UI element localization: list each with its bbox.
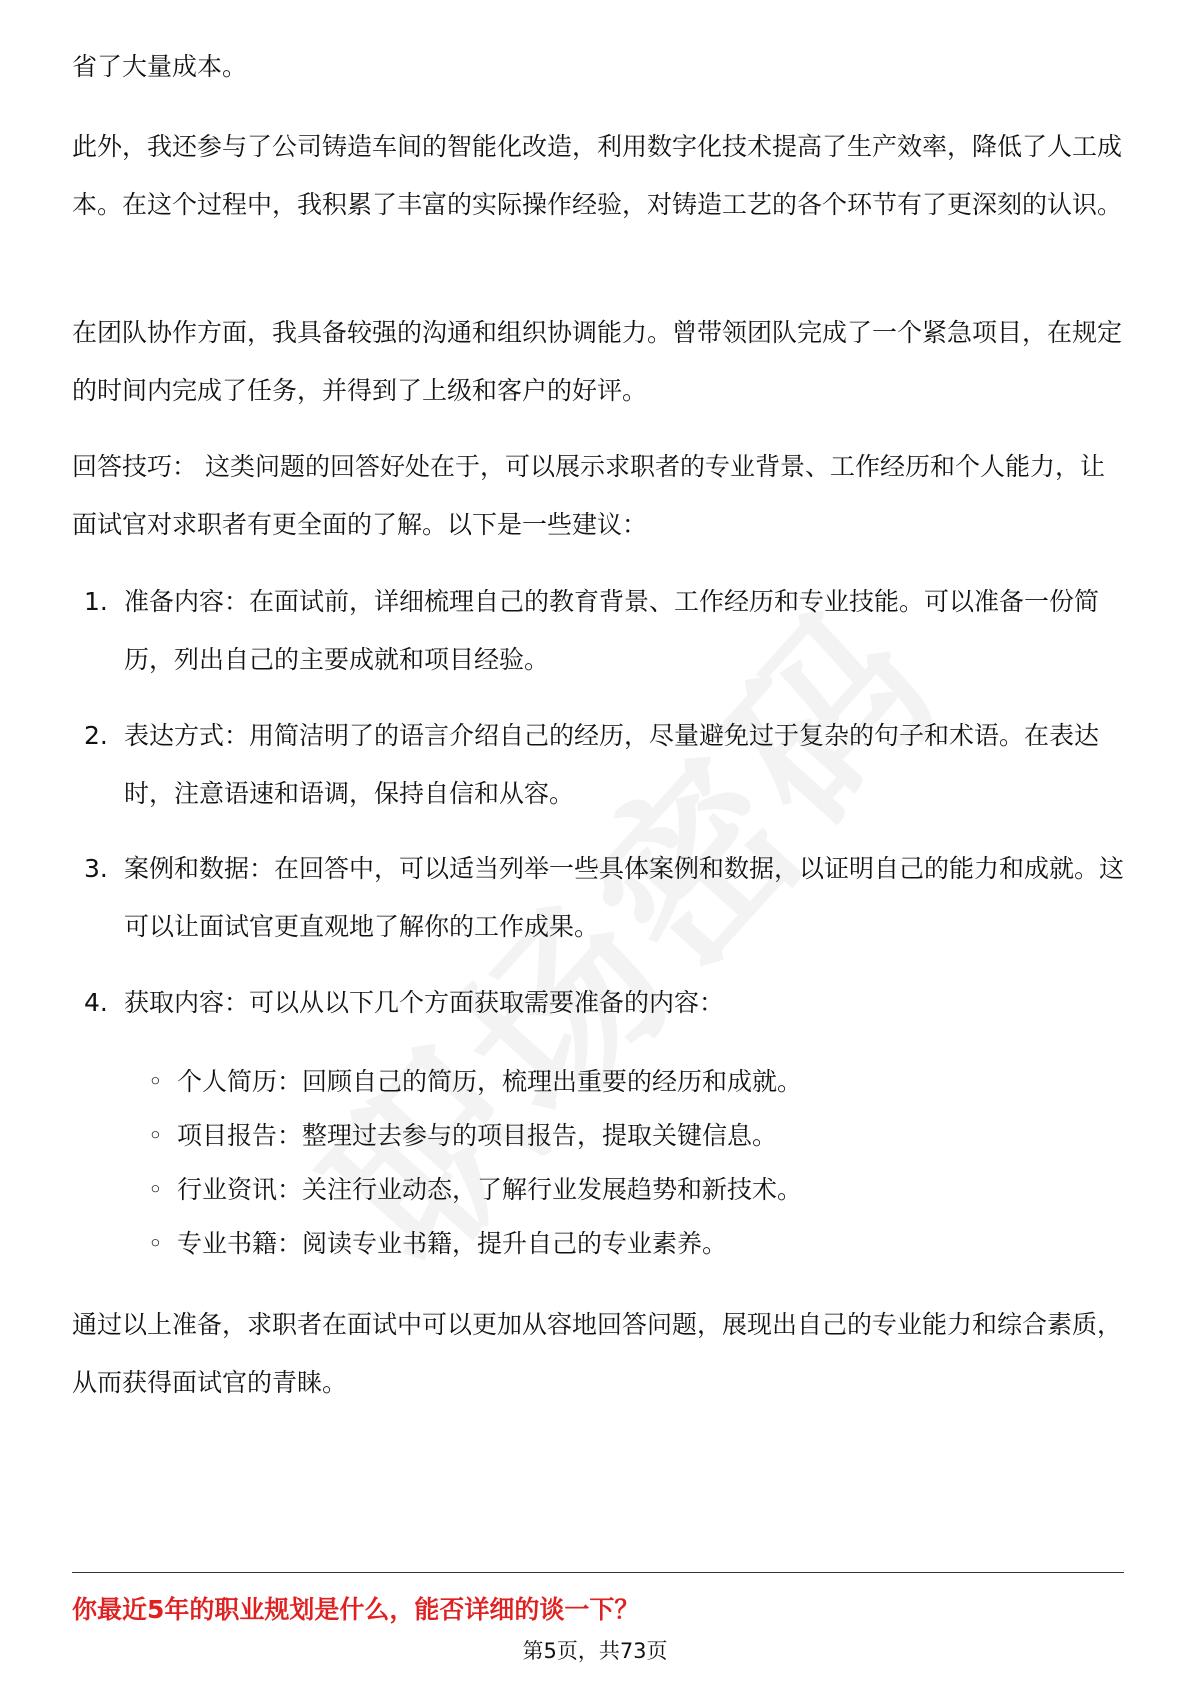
list-item-number: 1. (84, 587, 108, 616)
bullet-icon: ◦ (148, 1175, 163, 1204)
bullet-icon: ◦ (148, 1121, 163, 1150)
divider (72, 1572, 1124, 1573)
list-item-number: 3. (84, 854, 108, 883)
paragraph-smart-transformation: 此外，我还参与了公司铸造车间的智能化改造，利用数字化技术提高了生产效率，降低了人工成本。在这个过程中，我积累了丰富的实际操作经验，对铸造工艺的各个环节有了更深刻的认识。 (72, 132, 1123, 219)
page-number: 第5页，共73页 (522, 1639, 668, 1663)
list-item-text: 获取内容：可以从以下几个方面获取需要准备的内容： (124, 988, 725, 1017)
list-item-text: 案例和数据：在回答中，可以适当列举一些具体案例和数据，以证明自己的能力和成就。这可以让面试官更直观地了解你的工作成果。 (124, 854, 1125, 941)
next-question-heading: 你最近5年的职业规划是什么，能否详细的谈一下？ (72, 1595, 640, 1624)
bullet-icon: ◦ (148, 1067, 163, 1096)
sub-list-item: 专业书籍：阅读专业书籍，提升自己的专业素养。 (177, 1229, 728, 1258)
list-item-number: 4. (84, 988, 108, 1017)
paragraph-cost: 省了大量成本。 (72, 52, 248, 81)
paragraph-teamwork: 在团队协作方面，我具备较强的沟通和组织协调能力。曾带领团队完成了一个紧急项目，在规定的时间内完成了任务，并得到了上级和客户的好评。 (72, 318, 1123, 405)
sub-list-item: 个人简历：回顾自己的简历，梳理出重要的经历和成就。 (177, 1067, 803, 1096)
paragraph-conclusion: 通过以上准备，求职者在面试中可以更加从容地回答问题，展现出自己的专业能力和综合素质，从而获得面试官的青睐。 (72, 1310, 1123, 1397)
list-item-text: 表达方式：用简洁明了的语言介绍自己的经历，尽量避免过于复杂的句子和术语。在表达时，注意语速和语调，保持自信和从容。 (124, 721, 1100, 808)
list-item-text: 准备内容：在面试前，详细梳理自己的教育背景、工作经历和专业技能。可以准备一份简历，列出自己的主要成就和项目经验。 (124, 587, 1100, 674)
list-item-number: 2. (84, 721, 108, 750)
paragraph-answer-tips: 回答技巧： 这类问题的回答好处在于，可以展示求职者的专业背景、工作经历和个人能力，让面试官对求职者有更全面的了解。以下是一些建议： (72, 452, 1105, 539)
bullet-icon: ◦ (148, 1229, 163, 1258)
sub-list-item: 行业资讯：关注行业动态，了解行业发展趋势和新技术。 (177, 1175, 803, 1204)
sub-list-item: 项目报告：整理过去参与的项目报告，提取关键信息。 (177, 1121, 778, 1150)
